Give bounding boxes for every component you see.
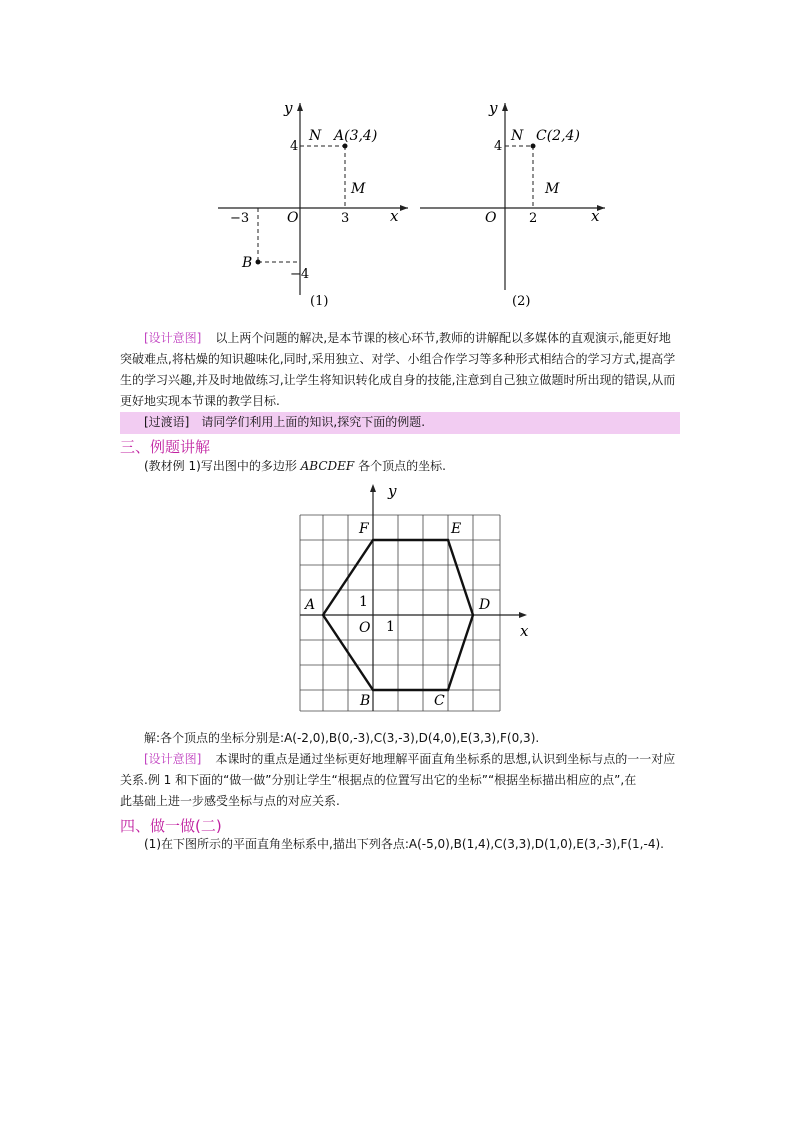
point-A-label: A(3,4)	[334, 128, 378, 144]
exercise-text: (1)在下图所示的平面直角坐标系中,描出下列各点:A(-5,0),B(1,4),C(3,3),D(1,0),E(3,-3),F(1,-4).	[144, 837, 664, 851]
x-axis-arrow	[400, 205, 408, 211]
example-polygon: ABCDEF	[300, 459, 355, 473]
transition-text: 请同学们利用上面的知识,探究下面的例题.	[201, 415, 426, 429]
figure-2	[415, 95, 615, 315]
tick-3: 3	[341, 211, 350, 226]
tick-2: 2	[529, 211, 538, 226]
point-M-label: M	[545, 181, 560, 197]
point-C-dot	[531, 144, 536, 149]
x-axis-label: x	[390, 207, 399, 225]
design-intent-line: 此基础上进一步感受坐标与点的对应关系.	[120, 794, 340, 808]
figure-caption: (1)	[310, 294, 329, 309]
design-intent-tag: [设计意图]	[144, 752, 202, 766]
solution-text: 解:各个顶点的坐标分别是:A(-2,0),B(0,-3),C(3,-3),D(4,0),E(3,3),F(0,3).	[144, 731, 540, 745]
vertex-B-label: B	[360, 693, 371, 709]
tick-1-y: 1	[359, 594, 368, 610]
example-suffix: 各个顶点的坐标.	[354, 459, 446, 473]
design-intent-line: 突破难点,将枯燥的知识趣味化,同时,采用独立、对学、小组合作学习等多种形式相结合的学习方式,提高学	[120, 352, 676, 366]
vertex-C-label: C	[434, 693, 445, 709]
section-4-heading: 四、做一做(二)	[120, 817, 222, 835]
transition-band	[120, 412, 680, 434]
design-intent-2	[120, 749, 690, 812]
example-statement	[144, 456, 446, 477]
x-axis-arrow	[519, 612, 527, 618]
y-axis-label: y	[388, 482, 397, 500]
vertex-F-label: F	[359, 521, 369, 537]
vertex-A-label: A	[305, 597, 316, 613]
design-intent-1	[120, 328, 690, 412]
y-axis-label: y	[284, 99, 293, 117]
tick-neg4: −4	[290, 267, 310, 282]
x-axis-label: x	[591, 207, 600, 225]
design-intent-text: 本课时的重点是通过坐标更好地理解平面直角坐标系的思想,认识到坐标与点的一一对应	[215, 752, 676, 766]
vertex-D-label: D	[479, 597, 491, 613]
design-intent-line: 生的学习兴趣,并及时地做练习,让学生将知识转化成自身的技能,注意到自己独立做题时所出现的错误,从而	[120, 373, 676, 387]
point-B-dot	[256, 260, 261, 265]
tick-4: 4	[290, 139, 299, 154]
point-C-label: C(2,4)	[536, 128, 580, 144]
design-intent-line: 关系.例 1 和下面的“做一做”分别让学生“根据点的位置写出它的坐标”“根据坐标描出相应的点”,在	[120, 773, 637, 787]
figure-1	[210, 95, 410, 315]
y-axis-arrow	[297, 103, 303, 111]
section-3-heading: 三、例题讲解	[120, 438, 211, 456]
tick-4: 4	[494, 139, 503, 154]
design-intent-line: 更好地实现本节课的教学目标.	[120, 394, 280, 408]
figure-caption: (2)	[512, 294, 531, 309]
y-axis-label: y	[489, 99, 498, 117]
y-axis-arrow	[502, 103, 508, 111]
tick-1-x: 1	[386, 619, 395, 635]
point-A-dot	[343, 144, 348, 149]
design-intent-text: 以上两个问题的解决,是本节课的核心环节,教师的讲解配以多媒体的直观演示,能更好地	[215, 331, 671, 345]
point-N-label: N	[511, 128, 524, 144]
y-axis-arrow	[370, 484, 376, 492]
x-axis-label: x	[520, 622, 529, 640]
point-N-label: N	[309, 128, 322, 144]
vertex-E-label: E	[451, 521, 462, 537]
design-intent-line	[120, 749, 690, 770]
grid-lines	[300, 515, 500, 711]
tick-neg3: −3	[230, 211, 250, 226]
transition-tag: [过渡语]	[144, 415, 190, 429]
origin-label: O	[287, 210, 299, 226]
grid-figure	[295, 478, 540, 718]
design-intent-tag: [设计意图]	[144, 331, 202, 345]
example-prefix: (教材例 1)写出图中的多边形	[144, 459, 301, 473]
origin-label: O	[359, 620, 371, 636]
design-intent-line	[120, 328, 690, 349]
point-B-label: B	[242, 255, 253, 271]
point-M-label: M	[351, 181, 366, 197]
origin-label: O	[485, 210, 497, 226]
